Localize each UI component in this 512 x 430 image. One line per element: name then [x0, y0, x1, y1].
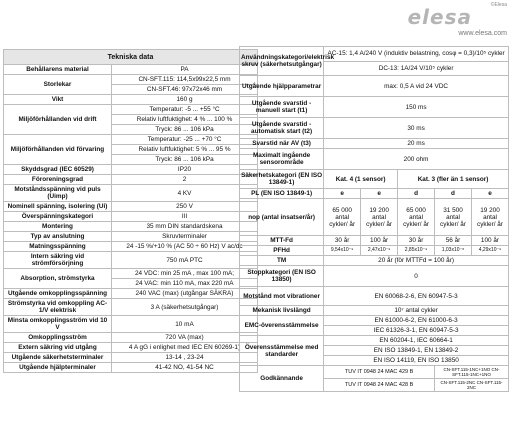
row-label: Behållarens material — [4, 65, 112, 75]
table-row — [240, 118, 509, 139]
category-4-header: Kat. 4 (1 sensor) — [324, 170, 398, 189]
certificate-number: TUV IT 0948 24 MAC 428 B — [324, 379, 435, 392]
table-row — [240, 236, 509, 246]
row-value: 3 A (säkerhetsutgångar) — [112, 299, 258, 316]
table-row — [4, 165, 258, 175]
row-label: Extern säkring vid utgång — [4, 343, 112, 353]
row-value: CN-SFT.115: 114,5x99x22,5 mm — [112, 75, 258, 85]
row-value: max: 0,5 A vid 24 VDC — [324, 76, 509, 97]
table-row — [4, 75, 258, 85]
row-label: Matningsspänning — [4, 242, 112, 252]
table-row — [4, 212, 258, 222]
table-row — [240, 76, 509, 97]
row-value: Relativ luftfuktighet: 4 % ... 100 % — [112, 115, 258, 125]
row-value: PA — [112, 65, 258, 75]
row-value: DC-13: 1A/24 V/10⁵ cykler — [324, 61, 509, 76]
row-label: nop (antal insatser/år) — [240, 199, 324, 236]
row-label: Utgående säkerhetsterminaler — [4, 353, 112, 363]
row-label: Typ av anslutning — [4, 232, 112, 242]
row-value: 4 KV — [112, 185, 258, 202]
row-label: Montering — [4, 222, 112, 232]
row-value: EN 60204-1, IEC 60664-1 — [324, 336, 509, 346]
page-header — [0, 0, 512, 46]
row-value: 20 ms — [324, 139, 509, 149]
table-row — [240, 316, 509, 326]
table-row — [240, 336, 509, 346]
row-value: AC-15: 1,4 A/240 V (induktiv belastning, cosφ = 0,3)/10⁵ cykler — [324, 47, 509, 62]
row-label: Godkännande — [240, 366, 324, 392]
nop-value: 19 200 antal cykler/ år — [471, 199, 508, 236]
pfhd-value: 1,03x10⁻⁸ — [435, 246, 472, 256]
table-row — [240, 246, 509, 256]
row-label: Föroreningsgrad — [4, 175, 112, 185]
row-label: Minsta omkopplingsström vid 10 V — [4, 316, 112, 333]
pl-value: e — [361, 189, 398, 199]
table-row — [4, 316, 258, 333]
row-value: IEC 61326-3-1, EN 60947-5-3 — [324, 326, 509, 336]
pfhd-value: 4,29x10⁻⁹ — [471, 246, 508, 256]
mttfd-value: 56 år — [435, 236, 472, 246]
row-value: EN 60068-2-6, EN 60947-5-3 — [324, 287, 509, 306]
nop-value: 31 500 antal cykler/ år — [435, 199, 472, 236]
row-value: 2 — [112, 175, 258, 185]
row-value: Temperatur: -5 ... +55 °C — [112, 105, 258, 115]
mttfd-value: 30 år — [398, 236, 435, 246]
row-value: 160 g — [112, 95, 258, 105]
row-value: 20 år (för MTTFd = 100 år) — [324, 256, 509, 266]
table-row — [4, 175, 258, 185]
row-label: Mekanisk livslängd — [240, 306, 324, 316]
row-value: 150 ms — [324, 97, 509, 118]
table-row — [4, 299, 258, 316]
row-label: Strömstyrka vid omkoppling AC-1/V elektrisk — [4, 299, 112, 316]
row-label: Maximalt ingående sensorområde — [240, 149, 324, 170]
row-label: Storlekar — [4, 75, 112, 95]
table-row — [4, 65, 258, 75]
row-value: 10⁷ antal cykler — [324, 306, 509, 316]
table-row — [240, 139, 509, 149]
row-value: 24 VDC: min 25 mA , max 100 mA; — [112, 269, 258, 279]
table-row — [240, 189, 509, 199]
row-label: Svarstid när AV (t3) — [240, 139, 324, 149]
row-label: PFHd — [240, 246, 324, 256]
certificate-number: TUV IT 0948 24 MAC 429 B — [324, 366, 435, 379]
nop-value: 65 000 antal cykler/ år — [324, 199, 361, 236]
row-label: Omkopplingsström — [4, 333, 112, 343]
table-row — [240, 256, 509, 266]
pl-value: d — [435, 189, 472, 199]
row-label: Utgående hjälpterminaler — [4, 363, 112, 373]
row-label: MTT-Fd — [240, 236, 324, 246]
pfhd-value: 2,47x10⁻⁹ — [361, 246, 398, 256]
table-row — [4, 232, 258, 242]
technical-data-table — [3, 49, 258, 373]
row-label: PL (EN ISO 13849-1) — [240, 189, 324, 199]
row-label: EMC-överensstämmelse — [240, 316, 324, 336]
row-label: Överspänningskategori — [4, 212, 112, 222]
certificate-models: CN-SFT.115-1NC+1NO CN-SFT.115-1NC+1NO — [435, 366, 509, 379]
row-label: Användningskategori/elektrisk skruv (säkerhetsutgångar) — [240, 47, 324, 76]
row-value: 24 -15 %/+10 % (AC 50 ÷ 60 Hz) V ac/dc — [112, 242, 258, 252]
table-title: Tekniska data — [4, 50, 258, 65]
table-row — [4, 185, 258, 202]
table-row — [240, 366, 509, 379]
row-label: Utgående hjälpparametrar — [240, 76, 324, 97]
row-label: Intern säkring vid strömförsörjning — [4, 252, 112, 269]
row-value: 41-42 NO, 41-54 NC — [112, 363, 258, 373]
row-value: 200 ohm — [324, 149, 509, 170]
row-value: CN-SFT.46: 97x72x46 mm — [112, 85, 258, 95]
row-label: Nominell spänning, isolering (Ui) — [4, 202, 112, 212]
pfhd-value: 2,85x10⁻⁹ — [398, 246, 435, 256]
mttfd-value: 100 år — [361, 236, 398, 246]
copyright-text: ©Elesa — [490, 2, 507, 8]
row-value: Tryck: 86 ... 106 kPa — [112, 155, 258, 165]
row-label: Vikt — [4, 95, 112, 105]
table-row — [4, 343, 258, 353]
table-row — [4, 333, 258, 343]
row-value: EN ISO 14119, EN ISO 13850 — [324, 356, 509, 366]
row-label: Skyddsgrad (IEC 60529) — [4, 165, 112, 175]
row-value: 0 — [324, 266, 509, 287]
category-3-header: Kat. 3 (fler än 1 sensor) — [398, 170, 509, 189]
table-row — [240, 47, 509, 62]
table-row — [4, 105, 258, 115]
row-value: Relativ luftfuktighet: 5 % ... 95 % — [112, 145, 258, 155]
table-row — [4, 95, 258, 105]
row-value: III — [112, 212, 258, 222]
elesa-logo: elesa — [407, 5, 472, 29]
row-value: 4 A gG i enlighet med IEC EN 60269-1) — [112, 343, 258, 353]
row-label: Miljöförhållanden vid förvaring — [4, 135, 112, 165]
table-row — [240, 287, 509, 306]
row-label: TM — [240, 256, 324, 266]
row-label: Säkerhetskategori (EN ISO 13849-1) — [240, 170, 324, 189]
table-row — [240, 306, 509, 316]
row-value: 750 mA PTC — [112, 252, 258, 269]
row-label: Utgående omkopplingsspänning — [4, 289, 112, 299]
row-value: 240 VAC (max) (utgångar SÄKRA) — [112, 289, 258, 299]
pl-value: d — [398, 189, 435, 199]
table-row — [4, 222, 258, 232]
row-label: Utgående svarstid - automatisk start (t2) — [240, 118, 324, 139]
table-row — [4, 202, 258, 212]
row-value: Skruvterminaler — [112, 232, 258, 242]
nop-value: 65 000 antal cykler/ år — [398, 199, 435, 236]
row-label: Absorption, strömstyrka — [4, 269, 112, 289]
row-value: Tryck: 86 ... 106 kPa — [112, 125, 258, 135]
table-row — [240, 97, 509, 118]
nop-value: 19 200 antal cykler/ år — [361, 199, 398, 236]
table-row — [4, 242, 258, 252]
pfhd-value: 9,54x10⁻⁹ — [324, 246, 361, 256]
row-value: 30 ms — [324, 118, 509, 139]
table-row — [240, 266, 509, 287]
table-row — [4, 289, 258, 299]
row-value: 720 VA (max) — [112, 333, 258, 343]
row-value: 10 mA — [112, 316, 258, 333]
table-row — [240, 170, 509, 189]
mttfd-value: 30 år — [324, 236, 361, 246]
website-url[interactable]: www.elesa.com — [458, 30, 507, 37]
table-row — [240, 199, 509, 236]
row-value: 24 VAC: min 110 mA, max 220 mA — [112, 279, 258, 289]
row-label: Överensstämmelse med standarder — [240, 336, 324, 366]
table-row — [4, 353, 258, 363]
table-row — [4, 135, 258, 145]
table-row — [4, 363, 258, 373]
row-value: 250 V — [112, 202, 258, 212]
row-label: Utgående svarstid - manuell start (t1) — [240, 97, 324, 118]
row-label: Motstånd mot vibrationer — [240, 287, 324, 306]
pl-value: e — [324, 189, 361, 199]
certificate-models: CN-SFT.115-2NC CN-SFT.115-2NC — [435, 379, 509, 392]
row-value: Temperatur: -25 ... +70 °C — [112, 135, 258, 145]
row-value: 13-14 , 23-24 — [112, 353, 258, 363]
row-label: Miljöförhållanden vid drift — [4, 105, 112, 135]
row-value: EN 61000-6-2, EN 61000-6-3 — [324, 316, 509, 326]
table-row — [4, 252, 258, 269]
technical-data-table-continued — [239, 46, 509, 392]
pl-value: e — [471, 189, 508, 199]
mttfd-value: 100 år — [471, 236, 508, 246]
row-value: IP20 — [112, 165, 258, 175]
row-value: 35 mm DIN standardskena — [112, 222, 258, 232]
table-row — [4, 269, 258, 279]
table-row — [240, 149, 509, 170]
row-label: Stoppkategori (EN ISO 13850) — [240, 266, 324, 287]
row-label: Motståndsspänning vid puls (Uimp) — [4, 185, 112, 202]
row-value: EN ISO 13849-1, EN 13849-2 — [324, 346, 509, 356]
